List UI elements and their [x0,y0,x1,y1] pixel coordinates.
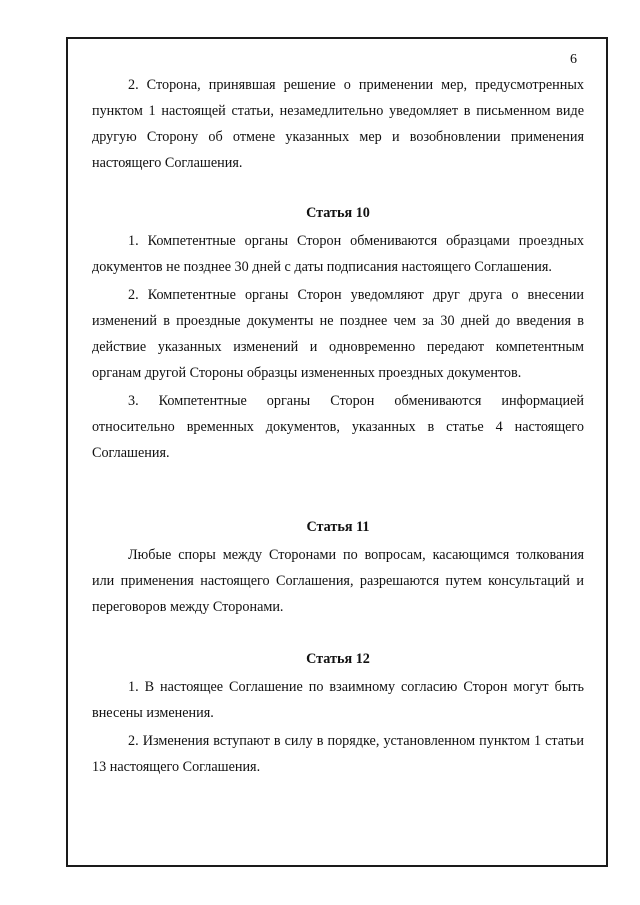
article-10-title: Статья 10 [306,205,370,221]
article-12-paragraph-2: 2. Изменения вступают в силу в порядке, установленном пунктом 1 статьи 13 настоящего Соглашения. [92,733,584,775]
article-10-paragraph-3: 3. Компетентные органы Сторон обмениваются информацией относительно временных документов, указанных в статье 4 настоящего Соглашения. [92,393,584,461]
page-number: 6 [570,52,577,67]
intro-section [92,72,584,176]
article-11-title: Статья 11 [306,519,370,535]
article-12-paragraph-1: 1. В настоящее Соглашение по взаимному согласию Сторон могут быть внесены изменения. [92,679,584,721]
article-11-body [92,542,584,620]
article-10-paragraph-1: 1. Компетентные органы Сторон обмениваются образцами проездных документов не позднее 30 дней с даты подписания настоящего Соглашения. [92,233,584,275]
article-12-body [92,674,584,780]
article-10-paragraph-2: 2. Компетентные органы Сторон уведомляют друг друга о внесении изменений в проездные документы не позднее чем за 30 дней до введения в действие указанных изменений и одновременно передают компетентным органам другой Стороны образцы измененных проездных документов. [92,287,584,381]
article-12-title: Статья 12 [306,651,370,667]
article-11-paragraph-1: Любые споры между Сторонами по вопросам, касающимся толкования или применения настоящего Соглашения, разрешаются путем консультаций и переговоров между Сторонами. [92,547,584,615]
paragraph-intro-2: 2. Сторона, принявшая решение о применении мер, предусмотренных пунктом 1 настоящей статьи, незамедлительно уведомляет в письменном виде другую Сторону об отмене указанных мер и возобновлении применения настоящего Соглашения. [92,77,584,171]
article-10-body [92,228,584,466]
